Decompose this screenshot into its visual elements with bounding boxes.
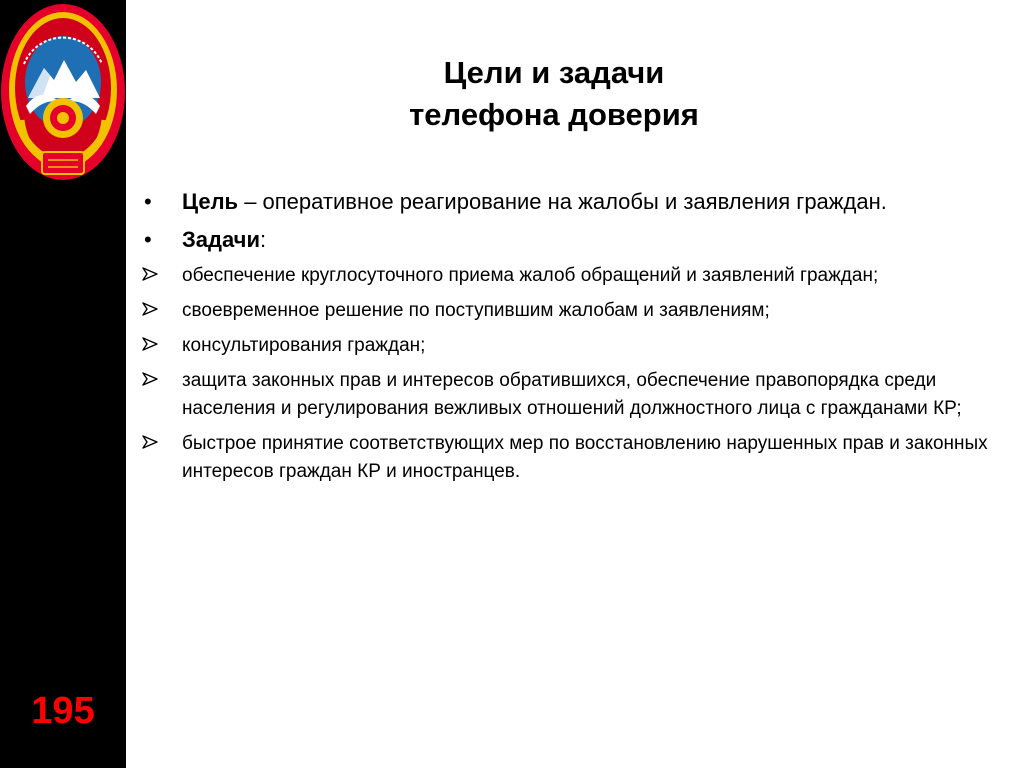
task-text: обеспечение круглосуточного приема жалоб обращений и заявлений граждан;: [182, 265, 879, 286]
goal-text: – оперативное реагирование на жалобы и заявления граждан.: [238, 189, 887, 214]
task-item: [140, 430, 1000, 486]
task-text: своевременное решение по поступившим жалобам и заявлениям;: [182, 300, 770, 321]
page-title: [300, 52, 808, 136]
title-line-1: Цели и задачи: [443, 55, 665, 90]
task-item: [140, 367, 1000, 423]
left-sidebar: [0, 0, 126, 768]
tasks-heading-item: [140, 224, 1000, 255]
task-text: консультирования граждан;: [182, 335, 426, 356]
task-text: защита законных прав и интересов обратившихся, обеспечение правопорядка среди населения и регулирования вежливых отношений должностного лица с гражданами КР;: [182, 370, 962, 419]
page-number: 195: [31, 690, 95, 732]
goal-label: Цель: [182, 189, 239, 214]
bullet-marker: •: [144, 189, 152, 214]
task-text: быстрое принятие соответствующих мер по восстановлению нарушенных прав и законных интересов граждан КР и иностранцев.: [182, 433, 988, 482]
tasks-suffix: :: [259, 227, 267, 252]
task-item: [140, 297, 1000, 325]
slide-content: [140, 186, 1000, 493]
emblem-icon: [0, 2, 126, 182]
bullet-marker: •: [144, 227, 152, 252]
title-line-2: телефона доверия: [409, 97, 699, 132]
goal-item: [140, 186, 1000, 217]
tasks-label: Задачи: [182, 227, 260, 252]
task-item: [140, 332, 1000, 360]
task-item: [140, 262, 1000, 290]
